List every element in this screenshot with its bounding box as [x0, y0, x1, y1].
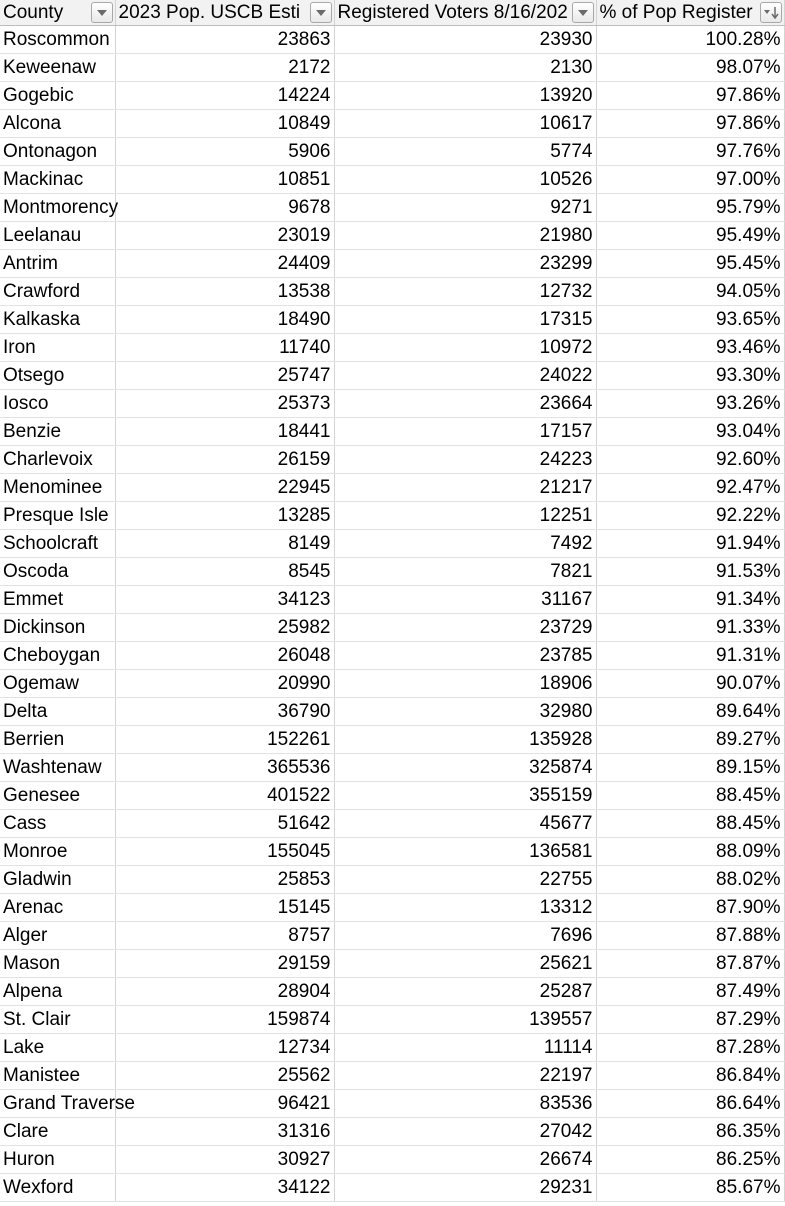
cell-population[interactable]: 23019	[115, 222, 334, 250]
cell-percent-registered[interactable]: 94.05%	[596, 278, 784, 306]
cell-county[interactable]: Alger	[0, 922, 115, 950]
cell-registered-voters[interactable]: 26674	[334, 1146, 596, 1174]
cell-county[interactable]: Schoolcraft	[0, 530, 115, 558]
cell-percent-registered[interactable]: 95.79%	[596, 194, 784, 222]
cell-population[interactable]: 18441	[115, 418, 334, 446]
table-row	[0, 362, 784, 390]
cell-population[interactable]: 34122	[115, 1174, 334, 1202]
cell-registered-voters[interactable]: 355159	[334, 782, 596, 810]
cell-population[interactable]: 26159	[115, 446, 334, 474]
cell-county[interactable]: Leelanau	[0, 222, 115, 250]
cell-population[interactable]: 23863	[115, 26, 334, 54]
cell-county[interactable]: Crawford	[0, 278, 115, 306]
cell-population[interactable]: 25982	[115, 614, 334, 642]
cell-percent-registered[interactable]: 97.86%	[596, 110, 784, 138]
cell-population[interactable]: 8757	[115, 922, 334, 950]
filter-dropdown-icon[interactable]	[310, 2, 332, 23]
cell-percent-registered[interactable]: 93.26%	[596, 390, 784, 418]
cell-county[interactable]: Huron	[0, 1146, 115, 1174]
table-row	[0, 754, 784, 782]
cell-population[interactable]: 26048	[115, 642, 334, 670]
table-row	[0, 866, 784, 894]
cell-percent-registered[interactable]: 93.04%	[596, 418, 784, 446]
cell-percent-registered[interactable]: 95.45%	[596, 250, 784, 278]
cell-county[interactable]: Genesee	[0, 782, 115, 810]
filter-dropdown-icon[interactable]	[572, 2, 594, 23]
cell-registered-voters[interactable]: 25287	[334, 978, 596, 1006]
cell-percent-registered[interactable]: 91.31%	[596, 642, 784, 670]
cell-percent-registered[interactable]: 93.30%	[596, 362, 784, 390]
table-row	[0, 446, 784, 474]
cell-county[interactable]: Gogebic	[0, 82, 115, 110]
cell-percent-registered[interactable]: 92.22%	[596, 502, 784, 530]
table-row	[0, 922, 784, 950]
cell-percent-registered[interactable]: 87.49%	[596, 978, 784, 1006]
cell-registered-voters[interactable]: 31167	[334, 586, 596, 614]
cell-county[interactable]: Kalkaska	[0, 306, 115, 334]
cell-population[interactable]: 152261	[115, 726, 334, 754]
cell-population[interactable]: 25373	[115, 390, 334, 418]
cell-registered-voters[interactable]: 10526	[334, 166, 596, 194]
cell-county[interactable]: Dickinson	[0, 614, 115, 642]
cell-county[interactable]: Charlevoix	[0, 446, 115, 474]
cell-percent-registered[interactable]: 98.07%	[596, 54, 784, 82]
cell-percent-registered[interactable]: 86.64%	[596, 1090, 784, 1118]
cell-population[interactable]: 10851	[115, 166, 334, 194]
cell-registered-voters[interactable]: 23785	[334, 642, 596, 670]
cell-percent-registered[interactable]: 97.86%	[596, 82, 784, 110]
cell-county[interactable]: Oscoda	[0, 558, 115, 586]
cell-percent-registered[interactable]: 88.02%	[596, 866, 784, 894]
cell-county[interactable]: Presque Isle	[0, 502, 115, 530]
cell-registered-voters[interactable]: 10972	[334, 334, 596, 362]
cell-county[interactable]: Menominee	[0, 474, 115, 502]
cell-county[interactable]: Emmet	[0, 586, 115, 614]
table-row	[0, 82, 784, 110]
table-row	[0, 698, 784, 726]
cell-registered-voters[interactable]: 12251	[334, 502, 596, 530]
table-row	[0, 838, 784, 866]
cell-population[interactable]: 31316	[115, 1118, 334, 1146]
sort-descending-filter-icon[interactable]	[760, 2, 782, 23]
cell-population[interactable]: 8149	[115, 530, 334, 558]
cell-county[interactable]: Mason	[0, 950, 115, 978]
cell-population[interactable]: 159874	[115, 1006, 334, 1034]
cell-county[interactable]: Grand Traverse	[0, 1090, 115, 1118]
cell-registered-voters[interactable]: 18906	[334, 670, 596, 698]
cell-registered-voters[interactable]: 7696	[334, 922, 596, 950]
cell-population[interactable]: 365536	[115, 754, 334, 782]
cell-registered-voters[interactable]: 24022	[334, 362, 596, 390]
cell-percent-registered[interactable]: 86.25%	[596, 1146, 784, 1174]
cell-registered-voters[interactable]: 2130	[334, 54, 596, 82]
cell-registered-voters[interactable]: 22755	[334, 866, 596, 894]
table-row	[0, 54, 784, 82]
cell-county[interactable]: Otsego	[0, 362, 115, 390]
table-row	[0, 110, 784, 138]
cell-registered-voters[interactable]: 10617	[334, 110, 596, 138]
cell-registered-voters[interactable]: 29231	[334, 1174, 596, 1202]
table-row	[0, 278, 784, 306]
cell-population[interactable]: 20990	[115, 670, 334, 698]
table-row	[0, 894, 784, 922]
cell-percent-registered[interactable]: 100.28%	[596, 26, 784, 54]
cell-registered-voters[interactable]: 23930	[334, 26, 596, 54]
cell-registered-voters[interactable]: 12732	[334, 278, 596, 306]
cell-population[interactable]: 36790	[115, 698, 334, 726]
cell-county[interactable]: Gladwin	[0, 866, 115, 894]
cell-county[interactable]: Antrim	[0, 250, 115, 278]
table-row	[0, 726, 784, 754]
cell-registered-voters[interactable]: 13920	[334, 82, 596, 110]
cell-county[interactable]: Keweenaw	[0, 54, 115, 82]
cell-registered-voters[interactable]: 17157	[334, 418, 596, 446]
cell-county[interactable]: Alcona	[0, 110, 115, 138]
cell-population[interactable]: 2172	[115, 54, 334, 82]
cell-registered-voters[interactable]: 11114	[334, 1034, 596, 1062]
cell-registered-voters[interactable]: 9271	[334, 194, 596, 222]
cell-percent-registered[interactable]: 90.07%	[596, 670, 784, 698]
table-row	[0, 978, 784, 1006]
cell-percent-registered[interactable]: 97.00%	[596, 166, 784, 194]
table-row	[0, 950, 784, 978]
cell-percent-registered[interactable]: 89.64%	[596, 698, 784, 726]
header-registered-voters[interactable]	[334, 0, 596, 26]
cell-county[interactable]: Ogemaw	[0, 670, 115, 698]
table-row	[0, 1174, 784, 1202]
table-row	[0, 1006, 784, 1034]
cell-population[interactable]: 25747	[115, 362, 334, 390]
table-row	[0, 474, 784, 502]
cell-percent-registered[interactable]: 87.29%	[596, 1006, 784, 1034]
header-label: 2023 Pop. USCB Esti	[118, 2, 301, 23]
header-population[interactable]	[115, 0, 334, 26]
cell-percent-registered[interactable]: 91.94%	[596, 530, 784, 558]
cell-county[interactable]: Monroe	[0, 838, 115, 866]
cell-percent-registered[interactable]: 95.49%	[596, 222, 784, 250]
cell-county[interactable]: Clare	[0, 1118, 115, 1146]
cell-registered-voters[interactable]: 139557	[334, 1006, 596, 1034]
table-row	[0, 138, 784, 166]
header-label: % of Pop Register	[599, 2, 753, 23]
cell-registered-voters[interactable]: 23299	[334, 250, 596, 278]
cell-population[interactable]: 28904	[115, 978, 334, 1006]
cell-population[interactable]: 10849	[115, 110, 334, 138]
cell-county[interactable]: Wexford	[0, 1174, 115, 1202]
cell-percent-registered[interactable]: 97.76%	[596, 138, 784, 166]
cell-percent-registered[interactable]: 85.67%	[596, 1174, 784, 1202]
cell-population[interactable]: 96421	[115, 1090, 334, 1118]
cell-registered-voters[interactable]: 13312	[334, 894, 596, 922]
cell-registered-voters[interactable]: 7821	[334, 558, 596, 586]
cell-county[interactable]: Benzie	[0, 418, 115, 446]
cell-registered-voters[interactable]: 23664	[334, 390, 596, 418]
cell-registered-voters[interactable]: 136581	[334, 838, 596, 866]
cell-county[interactable]: Iron	[0, 334, 115, 362]
table-row	[0, 558, 784, 586]
cell-population[interactable]: 34123	[115, 586, 334, 614]
cell-population[interactable]: 30927	[115, 1146, 334, 1174]
filter-dropdown-icon[interactable]	[91, 2, 113, 23]
cell-registered-voters[interactable]: 32980	[334, 698, 596, 726]
cell-population[interactable]: 15145	[115, 894, 334, 922]
cell-county[interactable]: Montmorency	[0, 194, 115, 222]
table-row	[0, 390, 784, 418]
cell-percent-registered[interactable]: 93.65%	[596, 306, 784, 334]
cell-population[interactable]: 51642	[115, 810, 334, 838]
cell-registered-voters[interactable]: 5774	[334, 138, 596, 166]
cell-population[interactable]: 11740	[115, 334, 334, 362]
cell-population[interactable]: 5906	[115, 138, 334, 166]
cell-county[interactable]: Berrien	[0, 726, 115, 754]
cell-county[interactable]: Alpena	[0, 978, 115, 1006]
cell-population[interactable]: 24409	[115, 250, 334, 278]
cell-population[interactable]: 14224	[115, 82, 334, 110]
cell-percent-registered[interactable]: 86.84%	[596, 1062, 784, 1090]
cell-population[interactable]: 25853	[115, 866, 334, 894]
cell-registered-voters[interactable]: 23729	[334, 614, 596, 642]
cell-registered-voters[interactable]: 21217	[334, 474, 596, 502]
table-row	[0, 1146, 784, 1174]
cell-population[interactable]: 29159	[115, 950, 334, 978]
cell-registered-voters[interactable]: 27042	[334, 1118, 596, 1146]
header-percent-registered[interactable]	[596, 0, 784, 26]
cell-registered-voters[interactable]: 7492	[334, 530, 596, 558]
table-row	[0, 586, 784, 614]
table-row	[0, 26, 784, 54]
table-row	[0, 194, 784, 222]
cell-county[interactable]: Arenac	[0, 894, 115, 922]
cell-county[interactable]: Mackinac	[0, 166, 115, 194]
table-row	[0, 530, 784, 558]
table-row	[0, 334, 784, 362]
cell-percent-registered[interactable]: 93.46%	[596, 334, 784, 362]
cell-county[interactable]: Washtenaw	[0, 754, 115, 782]
header-row	[0, 0, 784, 26]
header-label: County	[3, 2, 64, 23]
cell-registered-voters[interactable]: 21980	[334, 222, 596, 250]
cell-county[interactable]: Manistee	[0, 1062, 115, 1090]
table-row	[0, 614, 784, 642]
cell-population[interactable]: 22945	[115, 474, 334, 502]
cell-population[interactable]: 13538	[115, 278, 334, 306]
cell-population[interactable]: 13285	[115, 502, 334, 530]
table-row	[0, 166, 784, 194]
cell-percent-registered[interactable]: 91.53%	[596, 558, 784, 586]
cell-percent-registered[interactable]: 92.47%	[596, 474, 784, 502]
cell-county[interactable]: Delta	[0, 698, 115, 726]
table-row	[0, 222, 784, 250]
cell-percent-registered[interactable]: 92.60%	[596, 446, 784, 474]
cell-percent-registered[interactable]: 91.33%	[596, 614, 784, 642]
table-row	[0, 502, 784, 530]
cell-percent-registered[interactable]: 89.27%	[596, 726, 784, 754]
cell-county[interactable]: Iosco	[0, 390, 115, 418]
table-row	[0, 1062, 784, 1090]
cell-percent-registered[interactable]: 86.35%	[596, 1118, 784, 1146]
cell-registered-voters[interactable]: 25621	[334, 950, 596, 978]
table-row	[0, 642, 784, 670]
cell-population[interactable]: 18490	[115, 306, 334, 334]
cell-population[interactable]: 401522	[115, 782, 334, 810]
table-row	[0, 810, 784, 838]
cell-registered-voters[interactable]: 135928	[334, 726, 596, 754]
header-county[interactable]	[0, 0, 115, 26]
cell-county[interactable]: Cheboygan	[0, 642, 115, 670]
cell-percent-registered[interactable]: 87.87%	[596, 950, 784, 978]
cell-population[interactable]: 25562	[115, 1062, 334, 1090]
cell-percent-registered[interactable]: 91.34%	[596, 586, 784, 614]
cell-population[interactable]: 155045	[115, 838, 334, 866]
cell-percent-registered[interactable]: 87.28%	[596, 1034, 784, 1062]
cell-registered-voters[interactable]: 17315	[334, 306, 596, 334]
cell-registered-voters[interactable]: 45677	[334, 810, 596, 838]
table-row	[0, 782, 784, 810]
cell-percent-registered[interactable]: 89.15%	[596, 754, 784, 782]
cell-registered-voters[interactable]: 83536	[334, 1090, 596, 1118]
header-label: Registered Voters 8/16/202	[337, 2, 568, 23]
cell-population[interactable]: 8545	[115, 558, 334, 586]
table-row	[0, 1118, 784, 1146]
cell-county[interactable]: Cass	[0, 810, 115, 838]
cell-population[interactable]: 9678	[115, 194, 334, 222]
cell-percent-registered[interactable]: 88.09%	[596, 838, 784, 866]
table-row	[0, 1090, 784, 1118]
cell-registered-voters[interactable]: 325874	[334, 754, 596, 782]
cell-county[interactable]: Lake	[0, 1034, 115, 1062]
table-row	[0, 418, 784, 446]
table-row	[0, 670, 784, 698]
table-row	[0, 1034, 784, 1062]
table-row	[0, 306, 784, 334]
cell-percent-registered[interactable]: 88.45%	[596, 782, 784, 810]
cell-county[interactable]: Roscommon	[0, 26, 115, 54]
cell-percent-registered[interactable]: 87.90%	[596, 894, 784, 922]
cell-registered-voters[interactable]: 22197	[334, 1062, 596, 1090]
cell-registered-voters[interactable]: 24223	[334, 446, 596, 474]
cell-county[interactable]: St. Clair	[0, 1006, 115, 1034]
cell-percent-registered[interactable]: 87.88%	[596, 922, 784, 950]
cell-county[interactable]: Ontonagon	[0, 138, 115, 166]
table-row	[0, 250, 784, 278]
cell-population[interactable]: 12734	[115, 1034, 334, 1062]
cell-percent-registered[interactable]: 88.45%	[596, 810, 784, 838]
